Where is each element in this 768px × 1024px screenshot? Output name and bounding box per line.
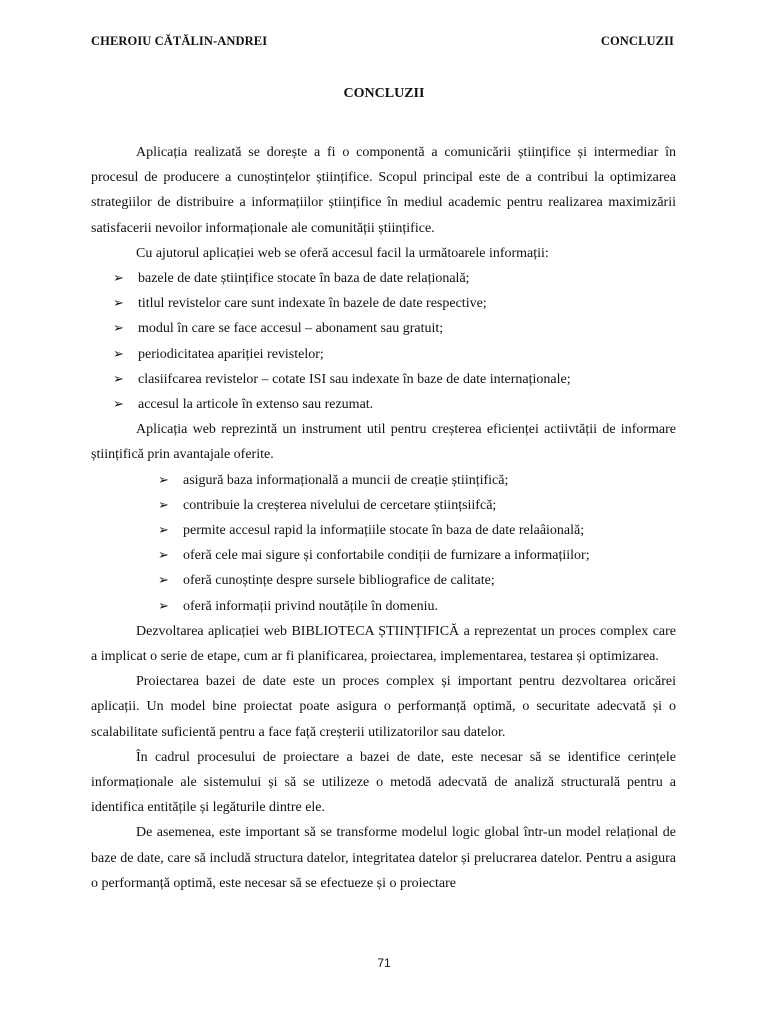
list-item: ➢ oferă cunoștințe despre sursele bibliografice de calitate; <box>91 568 676 593</box>
advantages-list <box>91 468 676 619</box>
paragraph-intro: Aplicația realizată se dorește a fi o componentă a comunicării științifice și intermediar în procesul de producere a cunoștințelor științifice. Scopul principal este de a contribui la optimizarea strategiilor de distribuire a informațiilor științifice în mediul academic pentru realizarea maximizării satisfacerii nevoilor informaționale ale comunității științifice. <box>91 145 676 236</box>
list-item: ➢ periodicitatea apariției revistelor; <box>91 342 676 367</box>
paragraph-relational-model: De asemenea, este important să se transforme modelul logic global într-un model relațional de baze de date, care să includă structura datelor, integritatea datelor și prelucrarea datelor. Pentru a asigura o performanță optimă, este necesar să se efectueze și o proiectare <box>91 825 676 891</box>
list-item: ➢ oferă informații privind noutățile în domeniu. <box>91 594 676 619</box>
arrow-bullet-icon: ➢ <box>158 497 169 513</box>
list-item: ➢ clasiifcarea revistelor – cotate ISI sau indexate în baze de date internaționale; <box>91 367 676 392</box>
arrow-bullet-icon: ➢ <box>113 397 124 413</box>
paragraph-web-app: Aplicația web reprezintă un instrument util pentru creșterea eficienței actiivtății de informare științifică prin avantajale oferite. <box>91 422 676 463</box>
arrow-bullet-icon: ➢ <box>113 271 124 287</box>
page-title: CONCLUZII <box>343 86 425 101</box>
list-item: ➢ accesul la articole în extenso sau rezumat. <box>91 392 676 417</box>
paragraph-list-intro: Cu ajutorul aplicației web se oferă accesul facil la următoarele informații: <box>136 245 549 261</box>
paragraph-requirements: În cadrul procesului de proiectare a bazei de date, este necesar să se identifice cerințele informaționale ale sistemului și să se utilizeze o metodă adecvată de analiză structurală pentru a identifica entitățile și legăturile dintre ele. <box>91 749 676 816</box>
arrow-bullet-icon: ➢ <box>158 472 169 488</box>
running-header-author: CHEROIU CĂTĂLIN-ANDREI <box>91 34 268 48</box>
list-item: ➢ oferă cele mai sigure și confortabile condiții de furnizare a informațiilor; <box>91 543 676 568</box>
arrow-bullet-icon: ➢ <box>113 346 124 362</box>
information-list <box>91 266 676 417</box>
list-item: ➢ modul în care se face accesul – abonament sau gratuit; <box>91 316 676 341</box>
paragraph-db-design: Proiectarea bazei de date este un proces complex și important pentru dezvoltarea oricărei aplicații. Un model bine proiectat poate asigura o performanță optimă, o securitate adecvată și o scalabilitate suficientă pentru a face față creșterii utilizatorilor sau datelor. <box>91 674 676 740</box>
list-item: ➢ contribuie la creșterea nivelului de cercetare științsiifcă; <box>91 493 676 518</box>
list-item: ➢ bazele de date științifice stocate în baza de date relațională; <box>91 266 676 291</box>
list-item: ➢ permite accesul rapid la informațiile stocate în baza de date relaâională; <box>91 518 676 543</box>
arrow-bullet-icon: ➢ <box>113 371 124 387</box>
arrow-bullet-icon: ➢ <box>113 321 124 337</box>
running-header-section: CONCLUZII <box>600 34 674 48</box>
list-item: ➢ asigură baza informațională a muncii de creație științifică; <box>91 468 676 493</box>
paragraph-development: Dezvoltarea aplicației web BIBLIOTECA ȘTIINȚIFICĂ a reprezentat un proces complex care a implicat o serie de etape, cum ar fi planificarea, proiectarea, implementarea, testarea și optimizarea. <box>91 623 676 665</box>
page-number: 71 <box>377 956 391 970</box>
arrow-bullet-icon: ➢ <box>158 573 169 589</box>
arrow-bullet-icon: ➢ <box>158 598 169 614</box>
arrow-bullet-icon: ➢ <box>158 523 169 539</box>
arrow-bullet-icon: ➢ <box>113 296 124 312</box>
document-body <box>91 140 676 896</box>
list-item: ➢ titlul revistelor care sunt indexate în bazele de date respective; <box>91 291 676 316</box>
arrow-bullet-icon: ➢ <box>158 548 169 564</box>
